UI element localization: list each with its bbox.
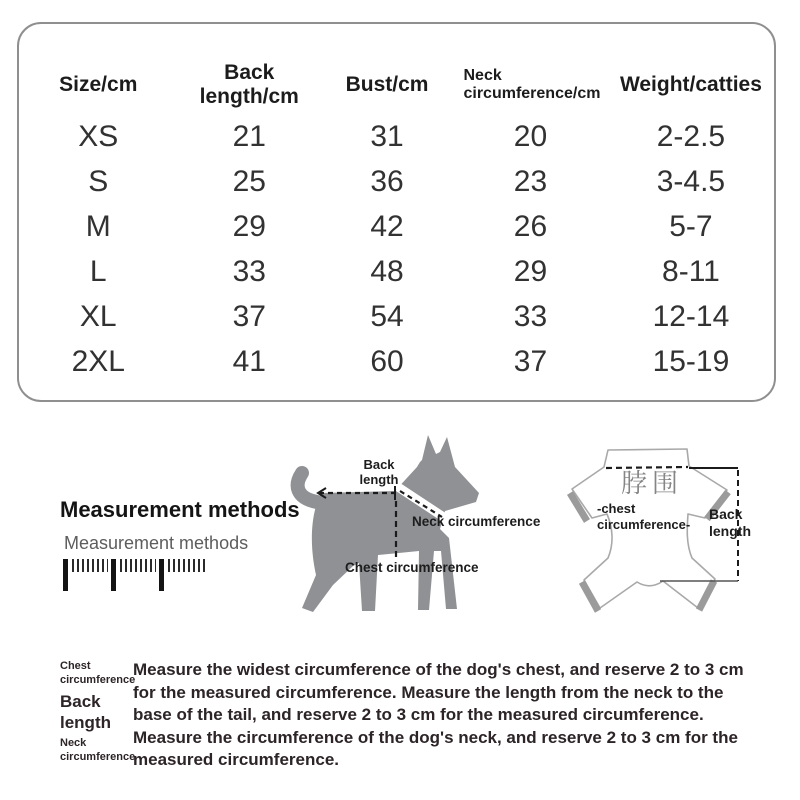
garment-neck-label-cn: 脖围	[621, 468, 684, 498]
bust-cell: 31	[370, 119, 404, 153]
back-length-cell: 25	[232, 164, 266, 198]
size-cell: L	[89, 254, 107, 288]
size-chart-header-row	[19, 50, 774, 114]
back-length-cell: 33	[232, 254, 266, 288]
weight-cell: 5-7	[669, 209, 713, 243]
measurement-instructions-paragraph: Measure the widest circumference of the dog's chest, and reserve 2 to 3 cm for the measured circumference. Measure the length from the neck to the base of the tail, and reserve 2 to 3 cm for the measured circumference. Measure the circumference of the dog's neck, and reserve 2 to 3 cm for the measured circumference.	[133, 660, 744, 769]
dog-chest-circumference-label: Chest circumference	[345, 560, 479, 575]
dog-neck-circumference-label: Neck circumference	[412, 514, 541, 529]
bust-cell: 48	[370, 254, 404, 288]
back-length-cell: 37	[232, 299, 266, 333]
size-chart-card	[17, 22, 776, 402]
weight-cell: 15-19	[652, 344, 730, 378]
garment-chest-label: -chest circumference-	[597, 501, 691, 532]
ruler-major-tick	[63, 559, 68, 591]
table-row-2xl	[19, 339, 774, 384]
ruler-minor-ticks	[168, 559, 206, 572]
back-length-cell: 41	[232, 344, 266, 378]
col-header-back-length: Back length/cm	[199, 61, 299, 108]
side-label-chest-circumference: Chest circumference	[60, 660, 136, 686]
side-label-neck-circumference: Neck circumference	[60, 737, 136, 763]
bust-cell: 54	[370, 299, 404, 333]
bust-cell: 60	[370, 344, 404, 378]
back-length-cell: 21	[232, 119, 266, 153]
size-chart-table	[19, 50, 774, 384]
table-row-l	[19, 249, 774, 294]
col-header-neck-text: Neck circumference/cm	[463, 67, 601, 102]
neck-cell: 23	[513, 164, 548, 198]
weight-cell: 12-14	[652, 299, 730, 333]
left-leg-cuff	[582, 582, 598, 611]
col-header-weight: Weight/catties	[619, 73, 762, 96]
size-cell: S	[88, 164, 109, 198]
weight-cell: 8-11	[662, 254, 720, 288]
ruler-icon	[63, 558, 208, 592]
size-cell: XS	[78, 119, 119, 153]
ruler-major-tick	[111, 559, 116, 591]
table-row-s	[19, 159, 774, 204]
col-header-neck	[453, 50, 608, 114]
size-cell: 2XL	[71, 344, 125, 378]
col-header-size: Size/cm	[59, 73, 138, 96]
neck-cell: 33	[513, 299, 548, 333]
weight-cell: 3-4.5	[656, 164, 726, 198]
side-label-back-length: Back length	[60, 692, 111, 732]
size-cell: XL	[79, 299, 117, 333]
ruler-minor-ticks	[120, 559, 156, 572]
measurement-methods-heading: Measurement methods	[60, 497, 300, 522]
bust-cell: 36	[370, 164, 404, 198]
neck-cell: 29	[513, 254, 548, 288]
back-length-cell: 29	[232, 209, 266, 243]
size-cell: M	[85, 209, 111, 243]
garment-back-length-label: Back length	[709, 506, 751, 539]
neck-cell: 37	[513, 344, 548, 378]
measurement-methods-subheading: Measurement methods	[64, 533, 249, 553]
ruler-major-tick	[159, 559, 164, 591]
ruler-minor-ticks	[72, 559, 108, 572]
neck-cell: 20	[513, 119, 548, 153]
right-leg-cuff	[699, 581, 714, 610]
dog-tail	[298, 473, 317, 502]
weight-cell: 2-2.5	[656, 119, 726, 153]
table-row-m	[19, 204, 774, 249]
dog-back-length-label: Back length	[359, 457, 399, 487]
table-row-xs	[19, 114, 774, 159]
col-header-bust: Bust/cm	[345, 73, 429, 96]
bust-cell: 42	[370, 209, 404, 243]
neck-cell: 26	[513, 209, 548, 243]
table-row-xl	[19, 294, 774, 339]
